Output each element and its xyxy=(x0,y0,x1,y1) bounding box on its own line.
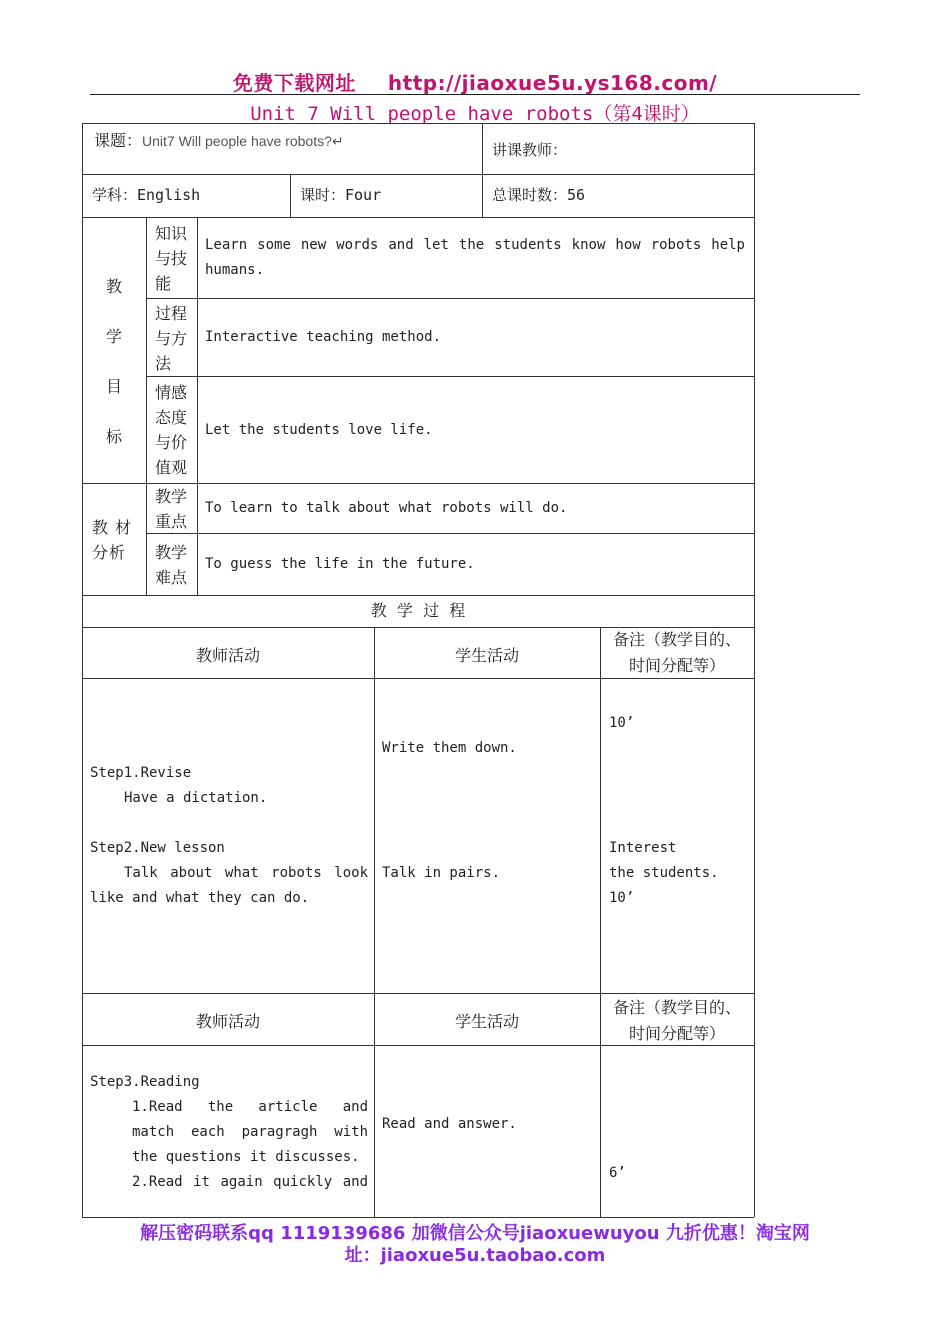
footer-shop-link[interactable]: 址：jiaoxue5u.taobao.com xyxy=(344,1245,606,1266)
objectives-char: 教 xyxy=(105,277,122,296)
table-row-divider xyxy=(82,595,754,596)
table-border-top xyxy=(82,123,754,124)
note-text: the students. xyxy=(609,865,719,881)
objectives-char: 目 xyxy=(105,377,122,396)
table-border-right xyxy=(754,123,755,1217)
teacher-activity-cell xyxy=(90,1070,368,1195)
knowledge-line: humans. xyxy=(205,262,265,278)
step3-line: match each paragragh with xyxy=(132,1124,368,1140)
table-col-divider xyxy=(374,627,375,1217)
emotion-values-content: Let the students love life. xyxy=(205,422,433,438)
student-activity-header: 学生活动 xyxy=(454,646,519,665)
analysis-group-label: 教 材 分析 xyxy=(92,518,133,562)
table-row-divider xyxy=(146,376,754,377)
knowledge-line: Learn some new words and let the students know how robots help xyxy=(205,237,745,253)
objectives-char: 学 xyxy=(105,327,122,346)
table-row-divider xyxy=(82,993,754,994)
step1-title: Step1.Revise xyxy=(90,765,192,781)
topic-value: Unit7 Will people have robots?↵ xyxy=(142,133,344,149)
table-col-divider xyxy=(290,174,291,217)
emotion-values-label: 情感 态度 与价 值观 xyxy=(155,383,188,477)
period-cell: 课时：Four xyxy=(300,186,382,204)
table-col-divider xyxy=(600,627,601,1217)
free-download-label: 免费下载网址 xyxy=(232,71,356,95)
note-text: Interest xyxy=(609,840,677,856)
table-col-divider xyxy=(146,217,147,595)
teacher-label: 讲课教师： xyxy=(492,141,568,159)
step3-line: 1.Read the article and xyxy=(132,1099,368,1115)
table-col-divider xyxy=(197,217,198,595)
step2-line: Talk about what robots look xyxy=(124,865,368,881)
notes-cell xyxy=(609,711,749,911)
notes-header: 备注（教学目的、 时间分配等） xyxy=(612,630,741,675)
process-title: 教 学 过 程 xyxy=(370,601,466,620)
header-divider xyxy=(90,94,860,95)
step3-title: Step3.Reading xyxy=(90,1074,200,1090)
process-methods-content: Interactive teaching method. xyxy=(205,329,442,345)
topic-cell xyxy=(94,128,474,151)
subject-cell: 学科：English xyxy=(92,186,201,204)
key-point-label: 教学 重点 xyxy=(155,487,188,531)
page-header xyxy=(0,67,950,96)
objectives-char: 标 xyxy=(105,427,122,446)
note-time: 6’ xyxy=(609,1165,626,1181)
student-activity-talk: Talk in pairs. xyxy=(382,865,501,881)
student-activity-read: Read and answer. xyxy=(382,1116,517,1132)
topic-label: 课题： xyxy=(94,131,143,150)
step1-detail: Have a dictation. xyxy=(124,790,268,806)
total-hours-cell: 总课时数：56 xyxy=(492,186,586,204)
key-point-content: To learn to talk about what robots will do. xyxy=(205,500,568,516)
step3-line: the questions it discusses. xyxy=(132,1149,360,1165)
teacher-activity-header: 教师活动 xyxy=(195,646,260,665)
difficulty-content: To guess the life in the future. xyxy=(205,556,475,572)
table-border-bottom xyxy=(82,1217,754,1218)
knowledge-skills-label: 知识 与技 能 xyxy=(155,224,188,293)
page-title: Unit 7 Will people have robots（第4课时） xyxy=(250,103,700,125)
process-methods-label: 过程 与方 法 xyxy=(155,304,188,373)
student-activity-write: Write them down. xyxy=(382,740,517,756)
table-row-divider xyxy=(146,298,754,299)
table-row-divider xyxy=(82,217,754,218)
notes-header: 备注（教学目的、 时间分配等） xyxy=(612,998,741,1043)
teacher-activity-cell xyxy=(90,761,368,911)
student-activity-header: 学生活动 xyxy=(454,1012,519,1031)
teacher-activity-header: 教师活动 xyxy=(195,1012,260,1031)
note-time: 10’ xyxy=(609,890,635,906)
difficulty-label: 教学 难点 xyxy=(155,543,188,587)
knowledge-skills-content xyxy=(205,233,745,283)
step3-line: 2.Read it again quickly and xyxy=(132,1174,368,1190)
table-row-divider xyxy=(82,174,754,175)
note-time: 10’ xyxy=(609,715,635,731)
header-url-link[interactable]: http://jiaoxue5u.ys168.com/ xyxy=(387,71,718,95)
step2-line: like and what they can do. xyxy=(90,890,310,906)
objectives-group-label xyxy=(82,262,146,462)
table-col-divider xyxy=(482,123,483,217)
footer-contact: 解压密码联系qq 1119139686 加微信公众号jiaoxuewuyou 九折优惠！淘宝网 xyxy=(140,1223,810,1244)
step2-title: Step2.New lesson xyxy=(90,840,225,856)
table-row-divider xyxy=(146,533,754,534)
